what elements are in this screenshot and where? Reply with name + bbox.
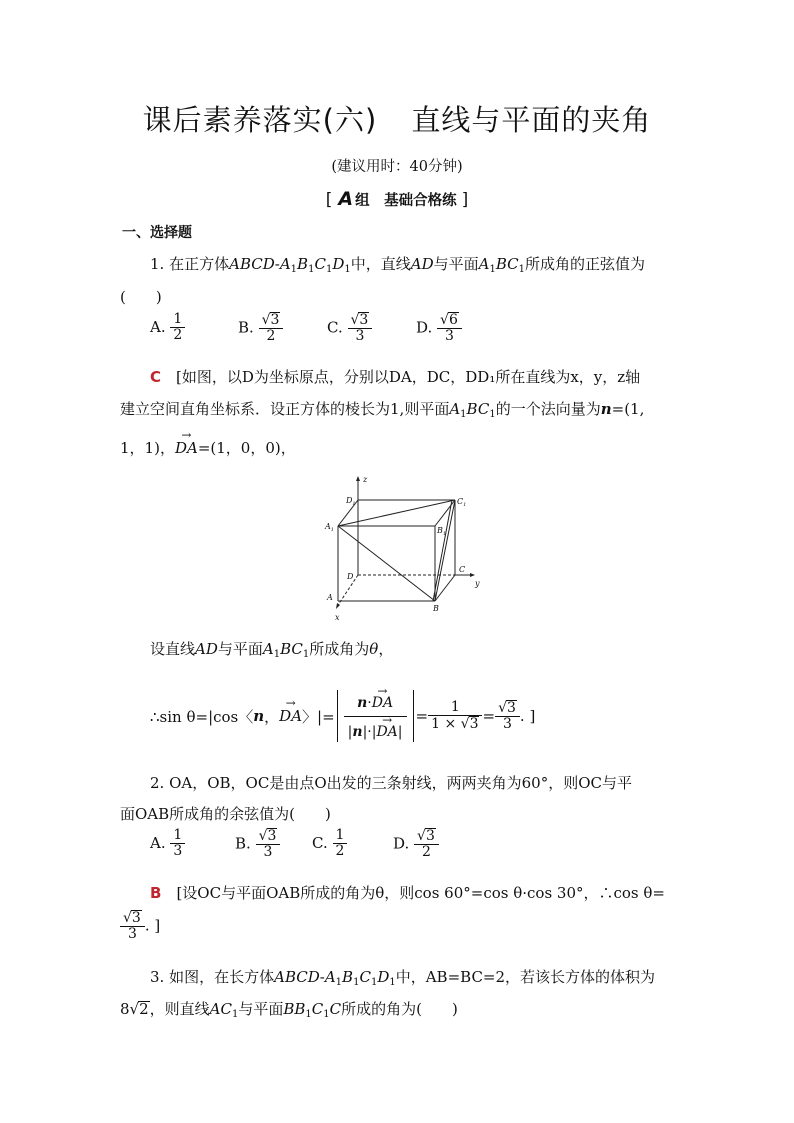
q2-answer: B <box>150 884 162 902</box>
q1-solution-line1: C [如图，以D为坐标原点，分别以DA，DC，DD₁所在直线为x，y，z轴 <box>150 368 641 386</box>
svg-text:x: x <box>335 613 340 622</box>
cube-figure <box>325 470 485 622</box>
q2-solution-line1: B [设OC与平面OAB所成的角为θ，则cos 60°=cos θ·cos 30°，∴cos θ= <box>150 884 665 902</box>
svg-text:C1: $C_1$ <box>457 497 467 508</box>
q1-paren: ( ) <box>120 288 162 306</box>
q2-option-d: D. $\frac{√3}{2}$ <box>393 828 439 861</box>
svg-text:y: y <box>475 579 480 588</box>
svg-text:z: z <box>363 475 368 484</box>
q2-option-b: B. $\frac{√3}{3}$ <box>235 828 280 861</box>
title-main: 课后素养落实(六) <box>142 103 378 137</box>
q1-answer: C <box>150 368 162 386</box>
q3-stem-line2: 8√2，则直线$AC_1$与平面$BB_1C_1C$所成的角为( ) <box>120 1000 458 1020</box>
svg-text:C: C <box>459 565 466 574</box>
q1-formula: ∴sin θ=|cos〈 n ， → DA 〉|= $\frac{n\cdot\to DA}{|n|\cdot|\to DA|}$ = $\frac{1}{1 \times √3}$ = $\frac{√3}{3}$ . ] <box>150 676 535 756</box>
q1-solution-line4: 设直线AD与平面$A_1BC_1$所成角为θ， <box>150 640 394 660</box>
q1-solution-line2: 建立空间直角坐标系．设正方体的棱长为1,则平面$A_1BC_1$的一个法向量为n=(1, <box>120 400 645 420</box>
svg-text:A1: $A_1$ <box>325 522 334 533</box>
section-heading: 一、选择题 <box>122 225 192 241</box>
q2-option-c: C. $\frac{1}{2}$ <box>312 828 347 860</box>
svg-text:A: A <box>327 593 333 602</box>
title-sub: 直线与平面的夹角 <box>411 103 652 137</box>
q1-stem-line1: 1. 在正方体ABCD-$A_1B_1C_1D_1$中，直线AD与平面$A_1BC_1$所成角的正弦值为 <box>150 255 645 275</box>
q1-option-b: B. $\frac{√3}{2}$ <box>238 312 283 345</box>
q2-option-a: A. $\frac{1}{3}$ <box>150 828 185 860</box>
q2-solution-line2: $\frac{√3}{3}$ . ] <box>120 910 160 943</box>
svg-text:D: D <box>347 572 354 581</box>
q1-option-a: A. $\frac{1}{2}$ <box>150 312 185 344</box>
q2-stem-line1: 2. OA，OB，OC是由点O出发的三条射线，两两夹角为60°，则OC与平 <box>150 774 632 792</box>
svg-text:D1: $D_1$ <box>346 496 356 507</box>
page-title <box>0 98 794 139</box>
group-heading: [ A 组 基础合格练 ] <box>325 188 469 210</box>
q1-solution-line3: 1，1)，→ DA=(1，0，0)， <box>120 437 296 458</box>
svg-text:B: B <box>433 604 439 613</box>
q3-stem-line1: 3. 如图，在长方体ABCD-$A_1B_1C_1D_1$中，AB=BC=2，若该长方体的体积为 <box>150 968 656 988</box>
q2-stem-line2: 面OAB所成角的余弦值为( ) <box>120 805 331 823</box>
q1-option-d: D. $\frac{√6}{3}$ <box>416 312 462 345</box>
q1-option-c: C. $\frac{√3}{3}$ <box>327 312 372 345</box>
svg-text:B1: $B_1$ <box>437 526 447 537</box>
subtitle: (建议用时：40分钟) <box>331 159 463 175</box>
